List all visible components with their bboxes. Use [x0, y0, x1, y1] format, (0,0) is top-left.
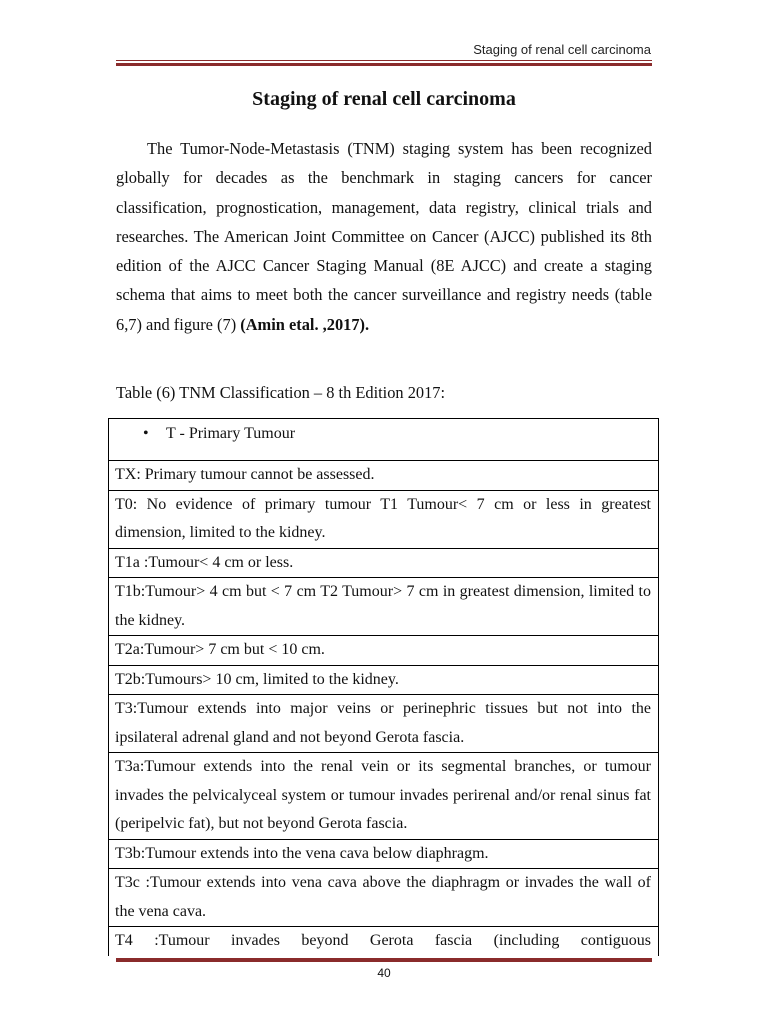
- tnm-classification-table: [108, 418, 659, 956]
- table-cell-tx: TX: Primary tumour cannot be assessed.: [109, 461, 659, 491]
- table-row: [109, 753, 659, 840]
- table-cell-t3a: T3a:Tumour extends into the renal vein or its segmental branches, or tumour invades the pelvicalyceal system or tumour invades perirenal and/or renal sinus fat (peripelvic fat), but not beyond Gerota fascia.: [109, 753, 659, 840]
- table-row: [109, 869, 659, 927]
- running-header: Staging of renal cell carcinoma: [473, 42, 651, 57]
- table-cell-t2b: T2b:Tumours> 10 cm, limited to the kidney.: [109, 665, 659, 695]
- table-cell-t3c: T3c :Tumour extends into vena cava above the diaphragm or invades the wall of the vena cava.: [109, 869, 659, 927]
- table-row: [109, 927, 659, 956]
- table-cell-t3: T3:Tumour extends into major veins or perinephric tissues but not into the ipsilateral adrenal gland and not beyond Gerota fascia.: [109, 695, 659, 753]
- citation: (Amin etal. ,2017).: [240, 314, 370, 334]
- table-row: [109, 461, 659, 491]
- table-cell-t4: T4 :Tumour invades beyond Gerota fascia (including contiguous: [109, 927, 659, 956]
- bullet-icon: •: [143, 425, 149, 442]
- table-header-row: [109, 419, 659, 461]
- table-row: [109, 490, 659, 548]
- table-cell-t3b: T3b:Tumour extends into the vena cava below diaphragm.: [109, 839, 659, 869]
- table-header-cell: [109, 419, 659, 461]
- intro-paragraph: [116, 134, 652, 339]
- table-row: [109, 548, 659, 578]
- table-header-label: T - Primary Tumour: [166, 425, 296, 442]
- table-cell-t0-t1: T0: No evidence of primary tumour T1 Tumour< 7 cm or less in greatest dimension, limited to the kidney.: [109, 490, 659, 548]
- table-row: [109, 578, 659, 636]
- table-row: [109, 695, 659, 753]
- table-cell-t2a: T2a:Tumour> 7 cm but < 10 cm.: [109, 636, 659, 666]
- footer-rule: [116, 956, 652, 962]
- table-row: [109, 665, 659, 695]
- header-rule: [116, 60, 652, 66]
- table-cell-t1b-t2: T1b:Tumour> 4 cm but < 7 cm T2 Tumour> 7 cm in greatest dimension, limited to the kidney.: [109, 578, 659, 636]
- table-cell-t1a: T1a :Tumour< 4 cm or less.: [109, 548, 659, 578]
- table-row: [109, 636, 659, 666]
- page-number: 40: [377, 966, 391, 980]
- table-caption: Table (6) TNM Classification – 8 th Edition 2017:: [116, 383, 446, 402]
- intro-text: The Tumor-Node-Metastasis (TNM) staging system has been recognized globally for decades as the benchmark in staging cancers for cancer classification, prognostication, management, data registry, clinical trials and researches. The American Joint Committee on Cancer (AJCC) published its 8th edition of the AJCC Cancer Staging Manual (8E AJCC) and create a staging schema that aims to meet both the cancer surveillance and registry needs (table 6,7) and figure (7): [116, 139, 652, 334]
- page-title: Staging of renal cell carcinoma: [252, 88, 516, 110]
- table-row: [109, 839, 659, 869]
